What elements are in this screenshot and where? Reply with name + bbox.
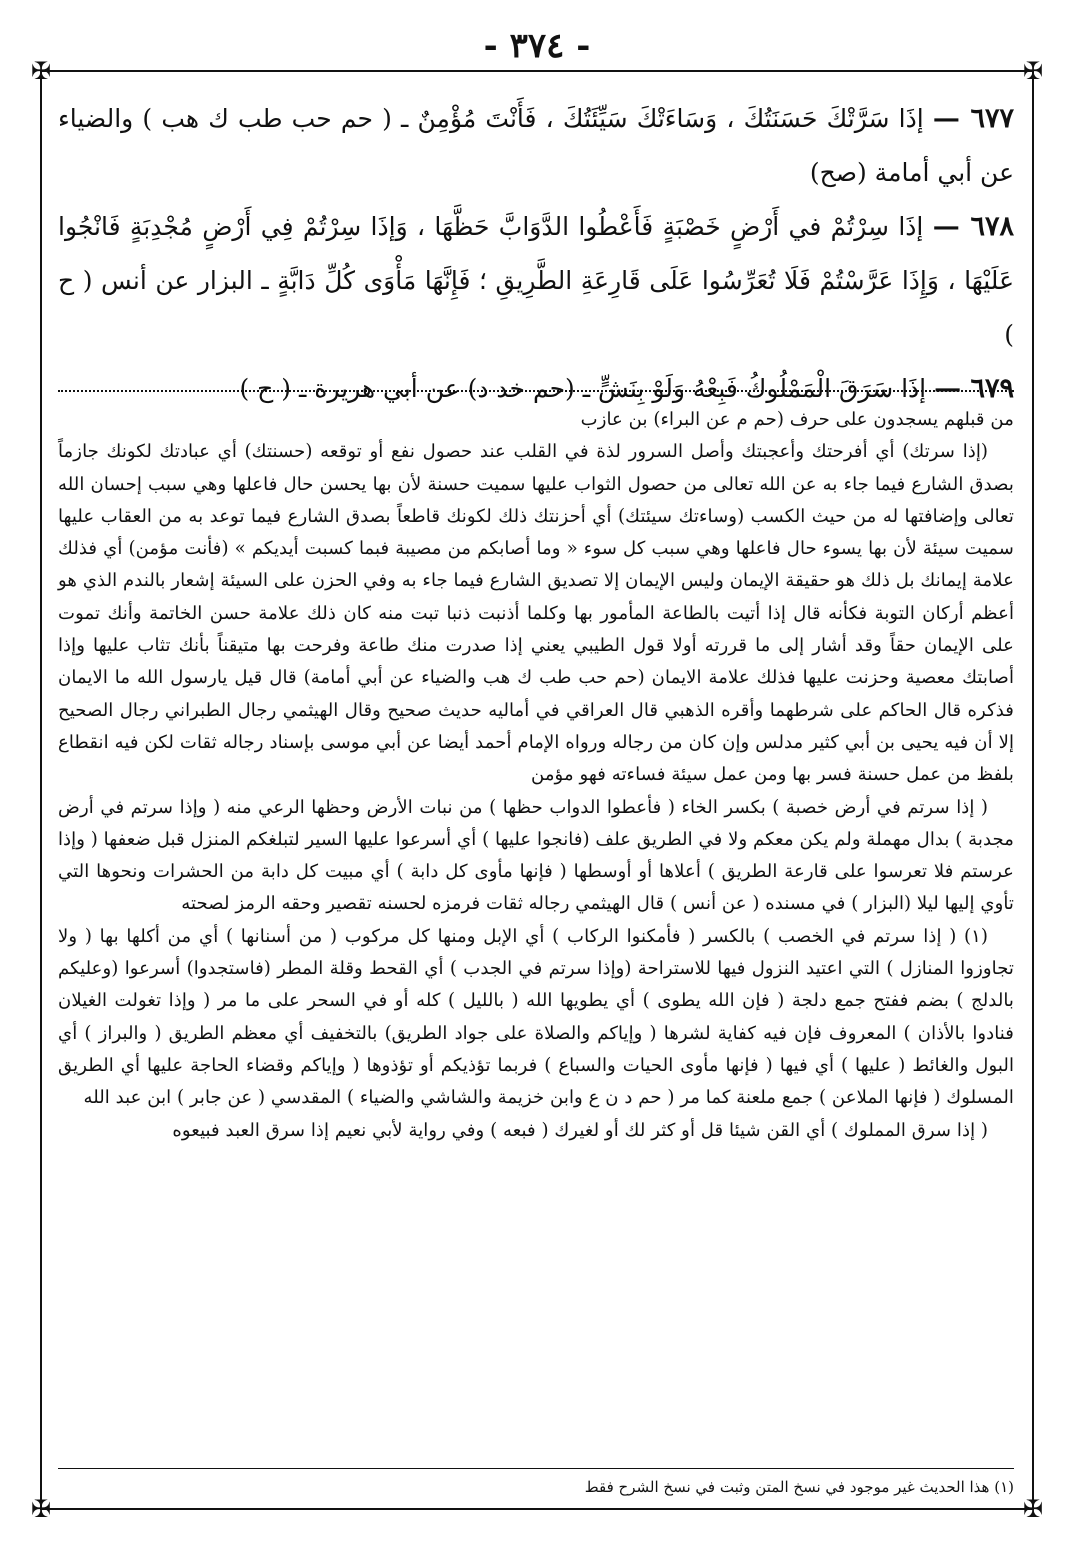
footnote: (١) هذا الحديث غير موجود في نسخ المتن وثبت في نسخ الشرح فقط [584,1478,1014,1496]
commentary-paragraph: ( إذا سرق المملوك ) أي القن شيئا قل أو كثر لك أو لغيرك ( فبعه ) وفي رواية لأبي نعيم إذا سرق العبد فبيعوه [172,1119,988,1141]
commentary-paragraph: من قبلهم يسجدون على حرف (حم م عن البراء) بن عازب [580,409,1014,430]
section-divider [58,390,1014,392]
hadith-number: ٦٧٧ — [932,103,1014,134]
hadith-677 [58,92,1014,200]
corner-ornament-icon: ✠ [30,1495,52,1523]
commentary-paragraph: (١) ( إذا سرتم في الخصب ) بالكسر ( فأمكنوا الركاب ) أي الإبل ومنها كل مركوب ( من أسنانها ) أي من أكلها بها ( ولا تجاوزوا المنازل ) التي اعتيد النزول فيها للاستراحة (وإذا سرتم في الجدب ) أي القحط وقلة المطر (فاستجدوا) أسرعوا (وعليكم بالدلج ) بضم ففتح جمع دلجة ( فإن الله يطوى ) أي يطويها الله ( بالليل ) كله أو في السحر على ما مر ( وإذا تغولت الغيلان فنادوا بالأذان ) المعروف فإن فيه كفاية لشرها ( وإياكم والصلاة على جواد الطريق) بالتخفيف أي معظم الطريق ( والبراز ) أي البول والغائط ( عليها ) أي فيها ( فإنها مأوى الحيات والسباع ) فربما تؤذيكم أو تؤذوها ( وإياكم وقضاء الحاجة عليها أي الطريق المسلوك ( فإنها الملاعن ) جمع ملعنة كما مر ( حم د ن ع وابن خزيمة والشاشي والضياء ) المقدسي ( عن جابر ) ابن عبد الله [58,925,1014,1109]
frame-top-line [40,70,1034,72]
footnote-divider [58,1468,1014,1469]
hadith-number: ٦٧٨ — [932,211,1015,242]
hadith-text: إذَا سَرَقَ الْمَمْلُوكُ فَبِعْهُ وَلَوْ بِنَشٍّ ـ (حم خد د) عن أبي هريرة ـ ( ح ) [239,374,927,403]
commentary-paragraph: (إذا سرتك) أي أفرحتك وأعجبتك وأصل السرور لذة في القلب عند حصول نفع أو توقعه (حسنتك) أي عبادتك لكونك جازماً بصدق الشارع فيما جاء به عن الله تعالى من حصول الثواب عليها سميت حسنة لأن بها يحسن حال فاعلها وهي سبب إحسان الله تعالى وإضافتها له من حيث الكسب (وساءتك سيئتك) أي أحزنتك ذلك لكونك قاطعاً بصدق الشارع فيما توعد به من العقاب عليها سميت سيئة لأن بها يسوء حال فاعلها وهي سبب كل سوء « وما أصابكم من مصيبة فبما كسبت أيديكم » (فأنت مؤمن) أي فذلك علامة إيمانك بل ذلك هو حقيقة الإيمان وليس الإيمان إلا تصديق الشارع فيما جاء به وفي الحزن على السيئة إشعار بالندم الذي هو أعظم أركان التوبة فكأنه قال إذا أتيت بالطاعة المأمور بها وكلما أذنبت ذنبا تبت منه كان ذلك علامة حسن الخاتمة وأنك تموت على الإيمان حقاً وقد أشار إلى ما قررته أولا قول الطيبي يعني إذا صدرت منك طاعة وفرحت بها متيقناً بأنك تثاب عليها وإذا أصابتك معصية وحزنت عليها فذلك علامة الايمان (حم حب طب ك هب والضياء عن أبي أمامة) قال قيل يارسول الله ما الايمان فذكره قال الحاكم على شرطهما وأقره الذهبي قال العراقي في أماليه حديث صحيح وقال الهيثمي رجال الطبراني رجال الصحيح إلا أن فيه يحيى بن أبي كثير مدلس وإن كان من رجاله ورواه الإمام أحمد أيضا عن أبي موسى بإسناد رجاله ثقات لكن فيه انقطاع بلفظ من عمل حسنة فسر بها ومن عمل سيئة فساءته فهو مؤمن [58,441,1014,786]
frame-right-line [1032,70,1034,1510]
hadith-number: ٦٧٩ — [934,373,1014,404]
page-number: - ٣٧٤ - [483,26,591,66]
frame-left-line [40,70,42,1510]
hadith-block [58,92,1014,416]
hadith-text: إذَا سَرَّتْكَ حَسَنَتُكَ ، وَسَاءَتْكَ سَيِّئَتُكَ ، فَأَنْتَ مُؤْمِنٌ ـ ( حم حب طب ك هب ) والضياء عن أبي أمامة (صح) [58,104,1014,187]
hadith-text: إذَا سِرْتُمْ في أَرْضٍ خَصْبَةٍ فَأَعْطُوا الدَّوَابَّ حَظَّهَا ، وَإذَا سِرْتُمْ فِي أَرْضٍ مُجْدِبَةٍ فَانْجُوا عَلَيْهَا ، وَإِذَا عَرَّسْتُمْ فَلَا تُعَرِّسُوا عَلَى قَارِعَةِ الطَّرِيقِ ؛ فَإِنَّهَا مَأْوَى كُلِّ دَابَّةٍ ـ البزار عن أنس ( ح ) [58,212,1014,349]
commentary-paragraph: ( إذا سرتم في أرض خصبة ) بكسر الخاء ( فأعطوا الدواب حظها ) من نبات الأرض وحظها الرعي منه ( وإذا سرتم في أرض مجدبة ) بدال مهملة ولم يكن معكم ولا في الطريق علف (فانجوا عليها ) أي أسرعوا عليها السير لتبلغكم المنزل قبل ضعفها ( وإذا عرستم فلا تعرسوا على قارعة الطريق ) أعلاها أو أوسطها ( فإنها مأوى كل دابة ) أي مبيت كل دابة من الحشرات ونحوها التي تأوي إليها ليلا (البزار ) في مسنده ( عن أنس ) قال الهيثمي رجاله ثقات فرمزه لحسنه تقصير وحقه الرمز لصحته [58,796,1014,915]
corner-ornament-icon: ✠ [30,57,52,85]
corner-ornament-icon: ✠ [1022,57,1044,85]
hadith-678 [58,200,1014,362]
frame-bottom-line [40,1508,1034,1510]
commentary-block [58,404,1014,1147]
corner-ornament-icon: ✠ [1022,1495,1044,1523]
